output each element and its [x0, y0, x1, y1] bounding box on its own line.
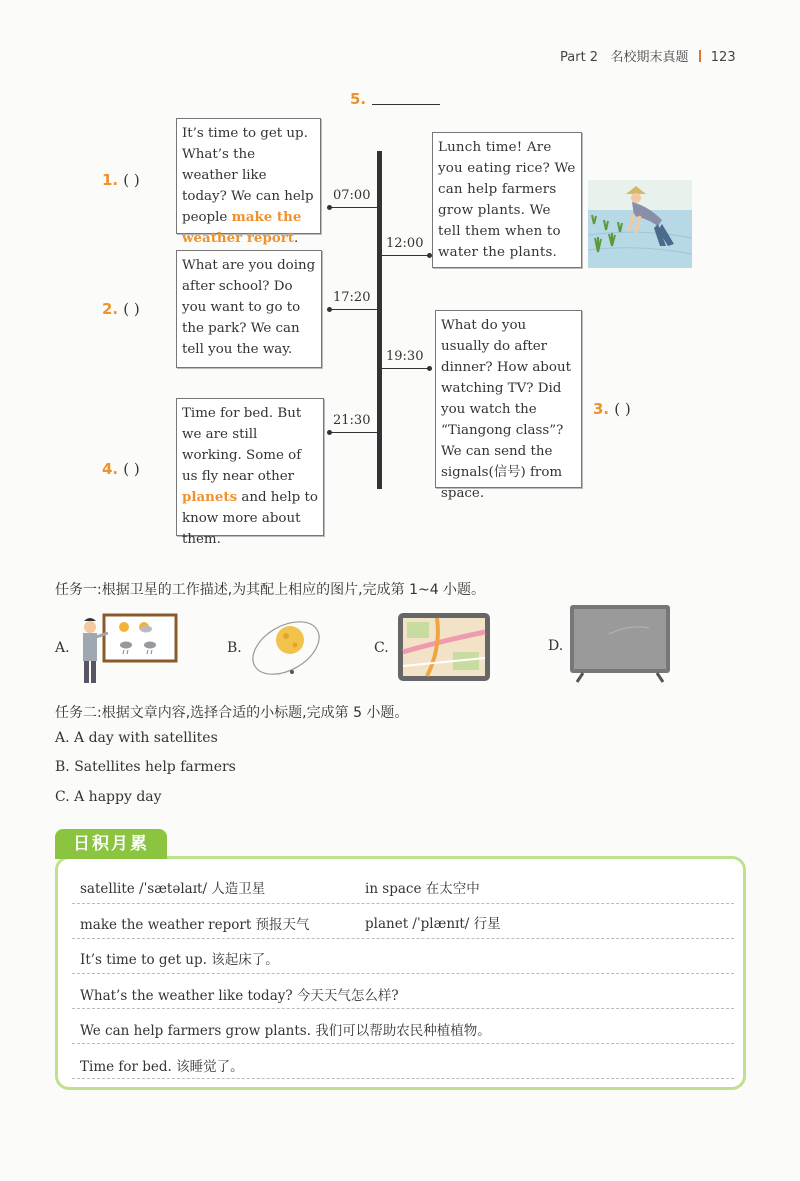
- answer-blank[interactable]: ( ): [123, 460, 140, 478]
- question-2: [102, 299, 140, 318]
- task-1-instruction: 任务一:根据卫星的工作描述,为其配上相应的图片,完成第 1~4 小题。: [55, 582, 486, 598]
- choice-c: C. A happy day: [55, 789, 162, 805]
- vocab-title: 日积月累: [55, 829, 167, 859]
- question-5-blank[interactable]: [372, 90, 440, 105]
- highlight-phrase: make the weather report: [182, 209, 302, 246]
- timeline-dot: [327, 430, 332, 435]
- question-5-number: 5.: [350, 90, 367, 108]
- timeline-dot: [327, 205, 332, 210]
- timeline-dot: [327, 307, 332, 312]
- vocab-item: make the weather report 预报天气: [80, 917, 310, 933]
- text-box-lunch: [432, 132, 582, 268]
- timeline-dot: [427, 366, 432, 371]
- navigation-map-illustration: [397, 612, 491, 682]
- vocab-item: in space 在太空中: [365, 881, 480, 897]
- weather-reporter-illustration: [74, 611, 178, 687]
- vocab-item: Time for bed. 该睡觉了。: [80, 1059, 244, 1075]
- time-label-1200: 12:00: [386, 236, 424, 251]
- time-label-1930: 19:30: [386, 349, 424, 364]
- farmer-planting-rice-illustration: [588, 180, 692, 268]
- page-header: [560, 46, 736, 65]
- question-number: 4.: [102, 460, 119, 478]
- vocab-item: We can help farmers grow plants. 我们可以帮助农民种植植物。: [80, 1023, 491, 1039]
- answer-blank[interactable]: ( ): [123, 300, 140, 318]
- time-label-1720: 17:20: [333, 290, 371, 305]
- timeline-tick: [330, 309, 378, 310]
- page-number: 123: [710, 50, 736, 65]
- planet-orbit-illustration: [246, 612, 326, 682]
- option-b-label: B.: [227, 640, 242, 656]
- text-box-afterschool: [176, 250, 322, 368]
- vocab-item: planet /ˈplænɪt/ 行星: [365, 916, 501, 932]
- answer-blank[interactable]: ( ): [123, 171, 140, 189]
- box-text: and help to know more about them.: [182, 490, 318, 547]
- choice-b: B. Satellites help farmers: [55, 759, 236, 775]
- option-a-label: A.: [55, 640, 70, 656]
- question-number: 3.: [593, 400, 610, 418]
- box-text: Lunch time! Are you eating rice? We can help farmers grow plants. We tell them when to water the plants.: [438, 140, 576, 260]
- text-box-morning: [176, 118, 321, 246]
- box-text: What are you doing after school? Do you want to go to the park? We can tell you the way.: [182, 258, 316, 357]
- vocab-item: What’s the weather like today? 今天天气怎么样?: [80, 988, 399, 1004]
- question-number: 1.: [102, 171, 119, 189]
- option-c-label: C.: [374, 640, 389, 656]
- question-number: 2.: [102, 300, 119, 318]
- vocab-item: satellite /ˈsætəlaɪt/ 人造卫星: [80, 881, 266, 897]
- box-text: .: [294, 231, 299, 246]
- question-3: [593, 399, 631, 418]
- question-4: [102, 459, 140, 478]
- timeline-tick: [382, 255, 430, 256]
- question-1: [102, 170, 140, 189]
- vocab-item: It’s time to get up. 该起床了。: [80, 952, 279, 968]
- timeline-tick: [330, 207, 378, 208]
- box-text: Time for bed. But we are still working. Some of us fly near other: [182, 406, 302, 484]
- time-label-0700: 07:00: [333, 188, 371, 203]
- task-2-instruction: 任务二:根据文章内容,选择合适的小标题,完成第 5 小题。: [55, 705, 409, 721]
- header-section: 名校期末真题: [610, 50, 689, 65]
- header-divider: [699, 50, 701, 62]
- text-box-bedtime: [176, 398, 324, 547]
- option-d-label: D.: [548, 638, 564, 654]
- timeline-bar: [377, 151, 382, 489]
- header-part: Part 2: [560, 50, 599, 65]
- highlight-phrase: planets: [182, 489, 238, 505]
- timeline-tick: [382, 368, 430, 369]
- answer-blank[interactable]: ( ): [614, 400, 631, 418]
- box-text: It’s time to get up. What’s the weather like today? We can help people: [182, 126, 314, 225]
- timeline-tick: [330, 432, 378, 433]
- choice-a: A. A day with satellites: [55, 730, 218, 746]
- box-text: What do you usually do after dinner? How about watching TV? Did you watch the “Tiangong class”? We can send the signals(信号) from space.: [441, 318, 571, 501]
- text-box-dinner: [435, 310, 582, 501]
- television-illustration: [569, 604, 671, 684]
- time-label-2130: 21:30: [333, 413, 371, 428]
